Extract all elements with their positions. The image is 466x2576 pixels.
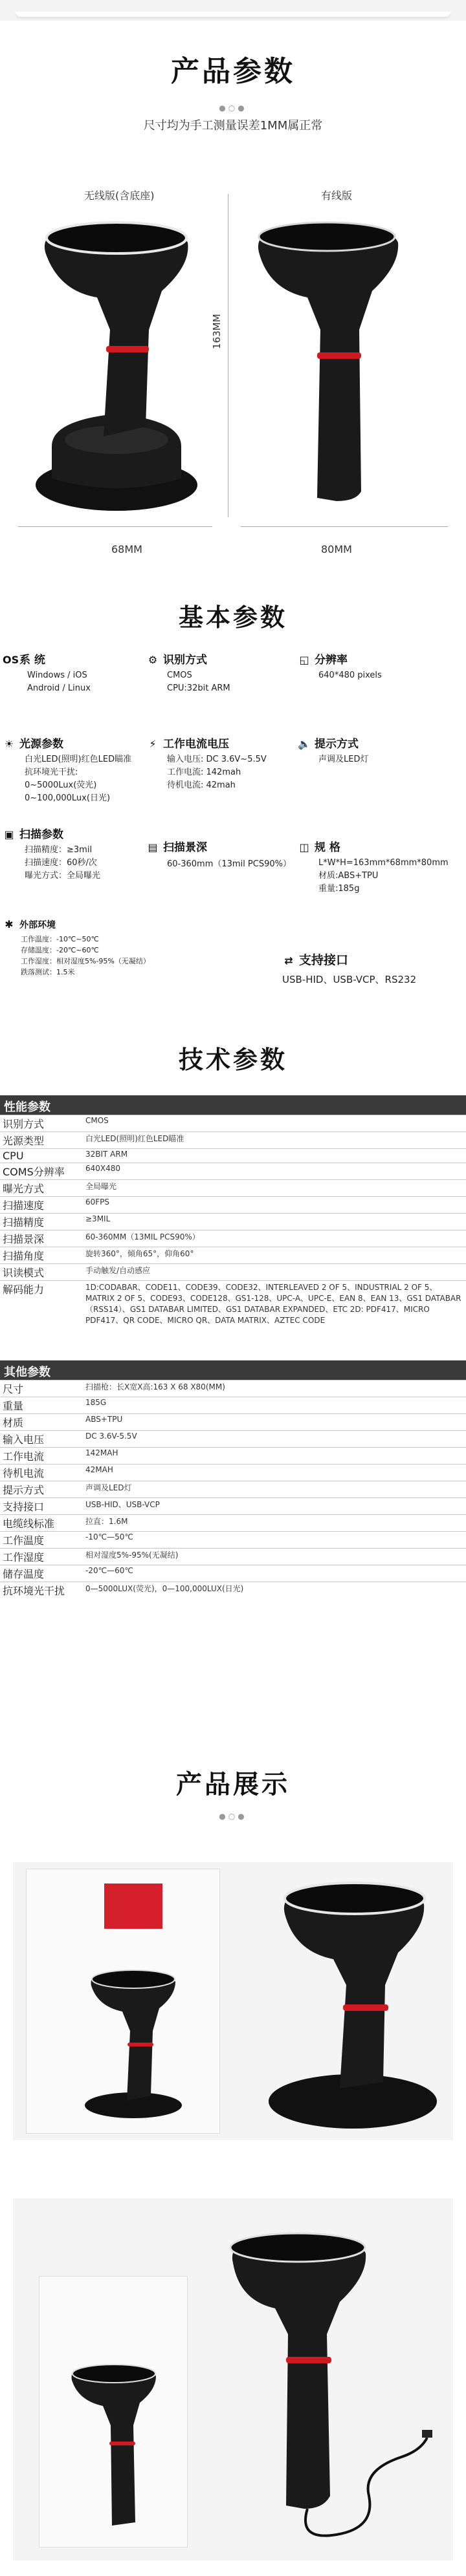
param-title: 支持接口 <box>299 953 349 967</box>
param-title: 外部环境 <box>19 920 56 930</box>
spec-key: 材质 <box>0 1414 83 1431</box>
spec-key: 光源类型 <box>0 1132 83 1149</box>
param-title: 识别方式 <box>163 654 207 667</box>
spec-row <box>0 1431 466 1448</box>
spec-key: 工作湿度 <box>0 1549 83 1565</box>
scan-icon: ▣ <box>4 828 14 841</box>
spec-key: 解码能力 <box>0 1281 83 1327</box>
spec-key: 提示方式 <box>0 1481 83 1498</box>
spec-row <box>0 1180 466 1197</box>
param-line: 声调及LED灯 <box>318 755 369 764</box>
box-scanner-image <box>78 1966 188 2121</box>
power-icon: ⚡ <box>149 738 157 750</box>
left-width-dimension-line <box>18 526 212 527</box>
param-power <box>146 735 295 792</box>
param-line: 存储温度：-20℃~60℃ <box>21 946 99 954</box>
section-title-tech-params: 技术参数 <box>178 1046 287 1074</box>
param-recognition <box>146 650 289 695</box>
section-dots: ●○● <box>219 1812 247 1821</box>
box-scanner-image <box>59 2361 169 2535</box>
spec-group-other: 其他参数 <box>0 1360 466 1380</box>
spec-value: CMOS <box>83 1115 466 1132</box>
depth-icon: ▤ <box>148 841 158 853</box>
spec-key: 支持接口 <box>0 1498 83 1515</box>
spec-row <box>0 1197 466 1214</box>
param-line: 工作电流: 142mah <box>167 767 241 777</box>
spec-table-performance <box>0 1115 466 1326</box>
param-line: 扫描速度：60秒/次 <box>25 858 97 868</box>
spec-value: 1D:CODABAR、CODE11、CODE39、CODE32、INTERLEAVED 2 OF 5、INDUSTRIAL 2 OF 5、MATRIX 2 OF 5、CODE93、CODE128、GS1-128、UPC-A、UPC-E、EAN 8、EAN 13、GS1 DATABAR（RSS14）、GS1 DATABAR LIMITED、GS1 DATABAR EXPANDED、ETC 2D: PDF417、MICRO PDF417、QR CODE、MICRO QR、DATA MATRIX、AZTEC CODE <box>83 1281 466 1327</box>
spec-value: 32BIT ARM <box>83 1149 466 1163</box>
spec-value: 142MAH <box>83 1448 466 1465</box>
spec-value: 0—5000LUX(荧光)，0—100,000LUX(日光) <box>83 1582 466 1599</box>
spec-row <box>0 1532 466 1549</box>
spec-row <box>0 1481 466 1498</box>
section-title-basic-params: 基本参数 <box>178 603 287 632</box>
param-spec <box>298 838 465 896</box>
spec-key: 扫描精度 <box>0 1214 83 1230</box>
spec-key: 曝光方式 <box>0 1180 83 1197</box>
product-photo-1 <box>13 1862 453 2140</box>
section-title-product-display: 产品展示 <box>176 1770 290 1799</box>
spec-group-performance: 性能参数 <box>0 1095 466 1115</box>
spec-key: CPU <box>0 1149 83 1163</box>
spec-row <box>0 1414 466 1431</box>
spec-row <box>0 1163 466 1180</box>
param-title: 工作电流电压 <box>163 738 229 751</box>
param-line: 0~5000Lux(荧光) <box>25 780 97 790</box>
spec-key: 储存温度 <box>0 1565 83 1582</box>
spec-key: 扫描速度 <box>0 1197 83 1214</box>
environment-icon: ✱ <box>5 918 14 930</box>
size-icon: ◫ <box>299 841 309 853</box>
spec-row <box>0 1582 466 1599</box>
spec-row <box>0 1247 466 1264</box>
spec-key: 识读模式 <box>0 1264 83 1281</box>
spec-row <box>0 1565 466 1582</box>
spec-value: 60FPS <box>83 1197 466 1214</box>
spec-row <box>0 1149 466 1163</box>
right-width-label: 80MM <box>321 543 352 555</box>
param-line: 曝光方式：全局曝光 <box>25 871 101 881</box>
param-line: Windows / iOS <box>27 671 87 680</box>
spec-key: 输入电压 <box>0 1431 83 1448</box>
spec-row <box>0 1397 466 1414</box>
wireless-scanner-image <box>26 213 214 517</box>
spec-value: DC 3.6V-5.5V <box>83 1431 466 1448</box>
right-width-dimension-line <box>241 526 448 527</box>
gear-icon: ⚙ <box>148 654 158 666</box>
spec-value: USB-HID、USB-VCP <box>83 1498 466 1515</box>
spec-value: 旋转360°，倾角65°，仰角60° <box>83 1247 466 1264</box>
param-light-source <box>3 735 151 805</box>
param-title: 光源参数 <box>19 738 63 751</box>
param-line: Android / Linux <box>27 683 91 693</box>
spec-key: 工作温度 <box>0 1532 83 1549</box>
param-line: 扫描精度：≥3mil <box>25 845 93 855</box>
wired-label: 有线版 <box>321 189 353 202</box>
param-title: 规 格 <box>315 841 340 854</box>
spec-row <box>0 1214 466 1230</box>
product-box <box>39 2276 188 2548</box>
spec-row <box>0 1264 466 1281</box>
spec-row <box>0 1132 466 1149</box>
param-title: 分辨率 <box>315 654 348 667</box>
speaker-icon: 🔈 <box>298 738 311 750</box>
param-line: 60-360mm（13mil PCS90%） <box>167 859 291 869</box>
param-line: USB-HID、USB-VCP、RS232 <box>282 974 417 985</box>
param-title: 提示方式 <box>315 738 359 751</box>
param-scan <box>3 825 151 883</box>
spec-value: 白光LED(照明)红色LED瞄准 <box>83 1132 466 1149</box>
wired-scanner-with-cable-image <box>207 2224 447 2554</box>
spec-value: 扫描枪：长X宽X高:163 X 68 X80(MM) <box>83 1380 466 1397</box>
param-title: 系 统 <box>19 654 45 667</box>
param-line: CPU:32bit ARM <box>167 683 230 693</box>
spec-row <box>0 1515 466 1532</box>
spec-key: 扫描景深 <box>0 1230 83 1247</box>
param-os <box>3 650 151 695</box>
spec-key: 重量 <box>0 1397 83 1414</box>
spec-row <box>0 1230 466 1247</box>
interface-icon: ⇄ <box>284 954 293 967</box>
param-resolution <box>298 650 460 682</box>
spec-row <box>0 1380 466 1397</box>
param-title: 扫描参数 <box>19 828 63 841</box>
param-environment <box>3 918 171 978</box>
param-interface <box>282 950 465 986</box>
param-line: 工作温度：-10℃~50℃ <box>21 935 99 943</box>
height-dimension-label: 163MM <box>211 314 223 349</box>
spec-key: 工作电流 <box>0 1448 83 1465</box>
spec-value: -10℃—50℃ <box>83 1532 466 1549</box>
param-line: 输入电压: DC 3.6V~5.5V <box>167 755 267 764</box>
scanner-with-base-image <box>259 1875 447 2134</box>
spec-row <box>0 1465 466 1481</box>
product-box <box>26 1869 220 2134</box>
spec-key: 尺寸 <box>0 1380 83 1397</box>
os-icon: OS <box>3 654 19 666</box>
param-line: 白光LED(照明)红色LED瞄准 <box>25 755 132 764</box>
param-line: 0~100,000Lux(日光) <box>25 793 111 803</box>
wireless-label: 无线版(含底座) <box>84 189 155 202</box>
spec-row <box>0 1281 466 1327</box>
box-red-label <box>104 1884 162 1929</box>
spec-row <box>0 1448 466 1465</box>
spec-key: 扫描角度 <box>0 1247 83 1264</box>
param-line: 待机电流: 42mah <box>167 780 236 790</box>
wired-scanner-image <box>239 213 414 517</box>
param-prompt <box>298 735 460 766</box>
spec-key: 识别方式 <box>0 1115 83 1132</box>
spec-value: -20℃—60℃ <box>83 1565 466 1582</box>
spec-value: 相对湿度5%-95%(无凝结) <box>83 1549 466 1565</box>
light-icon: ☀ <box>4 738 14 750</box>
spec-value: 640X480 <box>83 1163 466 1180</box>
spec-row <box>0 1115 466 1132</box>
spec-key: 抗环境光干扰 <box>0 1582 83 1599</box>
spec-value: 全局曝光 <box>83 1180 466 1197</box>
param-line: 跌落测试：1.5米 <box>21 968 75 976</box>
section-dots: ●○● <box>219 103 247 113</box>
param-depth-of-field <box>146 838 295 871</box>
param-title: 扫描景深 <box>163 841 207 854</box>
spec-value: 声调及LED灯 <box>83 1481 466 1498</box>
left-width-label: 68MM <box>111 543 142 555</box>
spec-key: 待机电流 <box>0 1465 83 1481</box>
product-photo-2 <box>13 2198 453 2560</box>
param-line: 640*480 pixels <box>318 671 382 680</box>
spec-row <box>0 1498 466 1515</box>
param-line: 抗环境光干扰: <box>25 767 78 777</box>
top-bar <box>0 0 466 21</box>
spec-value: 42MAH <box>83 1465 466 1481</box>
spec-value: 拉直：1.6M <box>83 1515 466 1532</box>
param-line: L*W*H=163mm*68mm*80mm <box>318 858 449 868</box>
param-line: CMOS <box>167 671 192 680</box>
param-line: 重量:185g <box>318 884 360 894</box>
spec-key: 电缆线标准 <box>0 1515 83 1532</box>
spec-table-other <box>0 1380 466 1598</box>
section-title-product-params: 产品参数 <box>171 55 295 88</box>
param-line: 工作湿度：相对湿度5%-95%（无凝结） <box>21 957 150 965</box>
spec-value: ABS+TPU <box>83 1414 466 1431</box>
top-bar-edge <box>16 12 450 17</box>
spec-value: ≥3MIL <box>83 1214 466 1230</box>
resolution-icon: ◱ <box>299 654 309 666</box>
spec-key: COMS分辨率 <box>0 1163 83 1180</box>
spec-value: 手动触发/自动感应 <box>83 1264 466 1281</box>
param-line: 材质:ABS+TPU <box>318 871 379 881</box>
spec-row <box>0 1549 466 1565</box>
section-subtitle: 尺寸均为手工测量误差1MM属正常 <box>143 119 323 133</box>
spec-value: 60-360MM（13MIL PCS90%） <box>83 1230 466 1247</box>
spec-value: 185G <box>83 1397 466 1414</box>
